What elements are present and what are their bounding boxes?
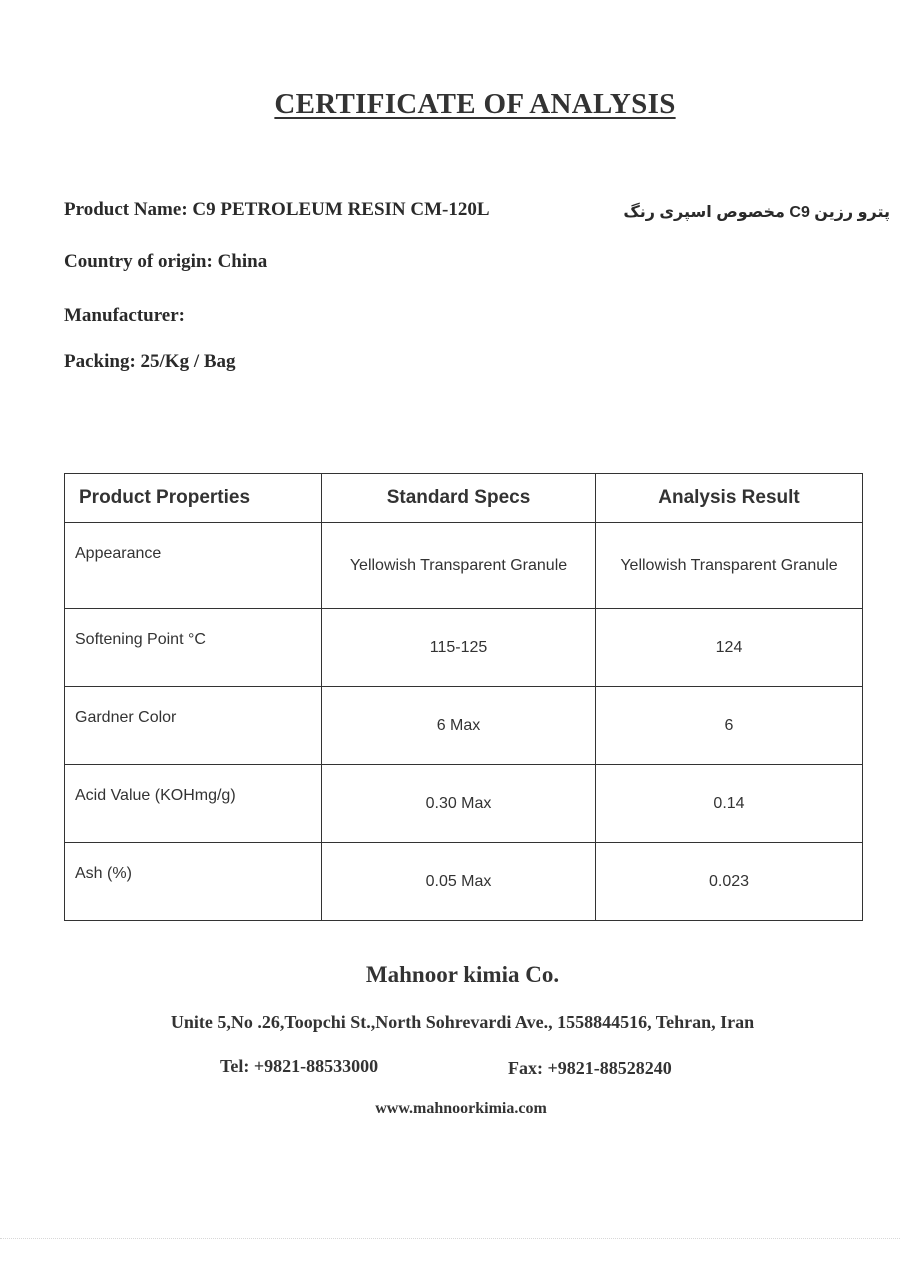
property-cell: Ash (%) [65, 843, 322, 921]
result-cell: 6 [596, 687, 863, 765]
manufacturer-label: Manufacturer: [64, 305, 186, 326]
spec-cell: 0.30 Max [322, 765, 596, 843]
country-value: China [217, 251, 268, 272]
packing-value: 25/Kg / Bag [140, 351, 236, 372]
table-row [65, 523, 863, 609]
product-name-label: Product Name: [64, 199, 188, 220]
company-name: Mahnoor kimia Co. [365, 962, 560, 987]
packing-line [64, 351, 236, 373]
table-row [65, 765, 863, 843]
spec-cell: Yellowish Transparent Granule [322, 523, 596, 609]
analysis-table [64, 473, 863, 921]
table-row [65, 843, 863, 921]
company-fax: Fax: +9821-88528240 [508, 1058, 672, 1078]
company-website: www.mahnoorkimia.com [375, 1100, 547, 1117]
result-cell: 0.14 [596, 765, 863, 843]
property-cell: Acid Value (KOHmg/g) [65, 765, 322, 843]
country-line [64, 251, 267, 273]
spec-cell: 6 Max [322, 687, 596, 765]
header-analysis-result: Analysis Result [596, 474, 863, 523]
country-label: Country of origin: [64, 251, 213, 272]
scan-edge-line [0, 1238, 900, 1239]
header-standard-specs: Standard Specs [322, 474, 596, 523]
result-cell: Yellowish Transparent Granule [596, 523, 863, 609]
company-tel: Tel: +9821-88533000 [220, 1056, 379, 1076]
property-cell: Gardner Color [65, 687, 322, 765]
manufacturer-line [64, 305, 185, 327]
table-header-row [65, 474, 863, 523]
header-product-properties: Product Properties [65, 474, 322, 523]
document-title: CERTIFICATE OF ANALYSIS [274, 88, 676, 120]
result-cell: 124 [596, 609, 863, 687]
packing-label: Packing: [64, 351, 136, 372]
table-row [65, 609, 863, 687]
product-name-line [64, 199, 490, 221]
spec-cell: 0.05 Max [322, 843, 596, 921]
product-name-farsi: پترو رزین C9 مخصوص اسپری رنگ [623, 204, 890, 221]
spec-cell: 115-125 [322, 609, 596, 687]
property-cell: Softening Point °C [65, 609, 322, 687]
company-address: Unite 5,No .26,Toopchi St.,North Sohrevardi Ave., 1558844516, Tehran, Iran [170, 1012, 755, 1032]
product-name-value: C9 PETROLEUM RESIN CM-120L [192, 199, 490, 220]
table-row [65, 687, 863, 765]
property-cell: Appearance [65, 523, 322, 609]
result-cell: 0.023 [596, 843, 863, 921]
